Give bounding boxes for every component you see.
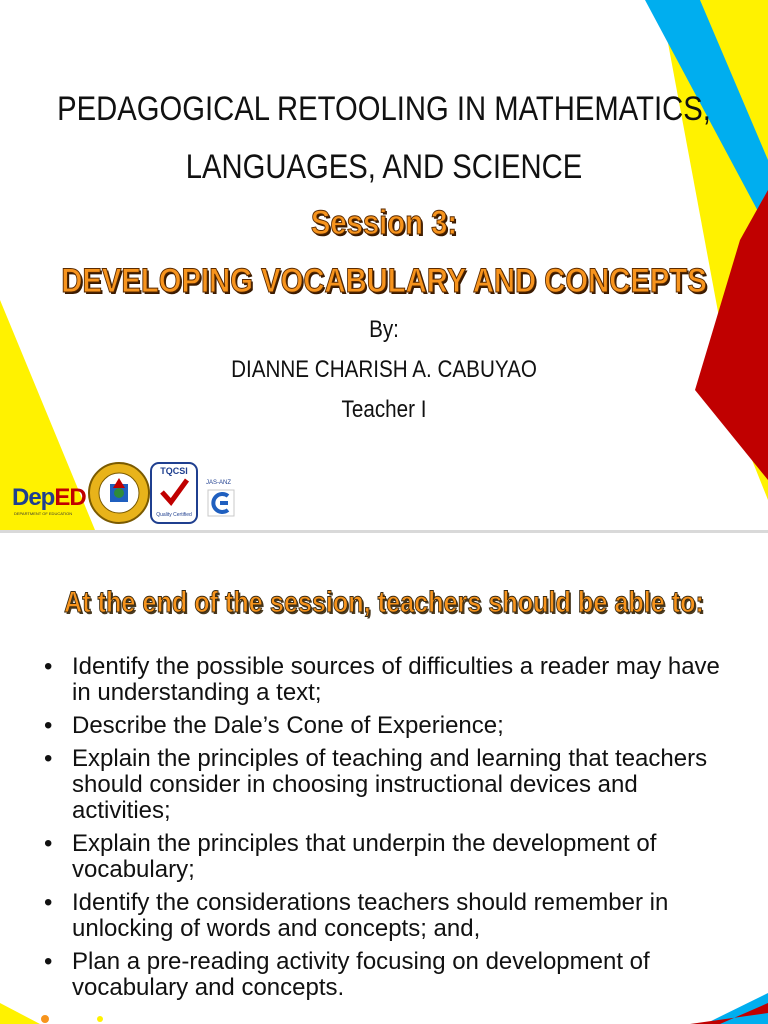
session-topic: DEVELOPING VOCABULARY AND CONCEPTS bbox=[61, 262, 707, 300]
division-seal-icon bbox=[88, 462, 150, 524]
objective-item: • Identify the considerations teachers should remember in unlocking of words and concepts; and, bbox=[40, 890, 740, 942]
tqcsi-seal-icon bbox=[150, 462, 198, 524]
title-line-1: PEDAGOGICAL RETOOLING IN MATHEMATICS, bbox=[57, 90, 711, 128]
deped-subtitle: DEPARTMENT OF EDUCATION bbox=[14, 511, 73, 516]
objective-item: • Explain the principles of teaching and learning that teachers should consider in choosing instructional devices and activities; bbox=[40, 746, 740, 824]
jas-anz-logo-icon bbox=[204, 476, 240, 520]
deped-logo: DepED bbox=[12, 484, 86, 511]
title-line-2: LANGUAGES, AND SCIENCE bbox=[185, 148, 583, 186]
objective-item: • Describe the Dale’s Cone of Experience; bbox=[40, 713, 740, 739]
objectives-list bbox=[40, 654, 740, 1008]
svg-text:JAS-ANZ: JAS-ANZ bbox=[206, 480, 232, 486]
objective-item: • Identify the possible sources of difficulties a reader may have in understanding a text; bbox=[40, 654, 740, 706]
objective-item: • Explain the principles that underpin the development of vocabulary; bbox=[40, 831, 740, 883]
author-name: DIANNE CHARISH A. CABUYAO bbox=[231, 356, 537, 383]
svg-text:TQCSI: TQCSI bbox=[160, 466, 188, 476]
objectives-heading: At the end of the session, teachers should be able to: bbox=[64, 586, 704, 619]
session-number: Session 3: bbox=[310, 204, 458, 242]
svg-text:Quality Certified: Quality Certified bbox=[156, 512, 192, 518]
objective-item: • Plan a pre-reading activity focusing on development of vocabulary and concepts. bbox=[40, 949, 740, 1001]
by-label: By: bbox=[369, 316, 399, 343]
author-position: Teacher I bbox=[341, 396, 427, 423]
